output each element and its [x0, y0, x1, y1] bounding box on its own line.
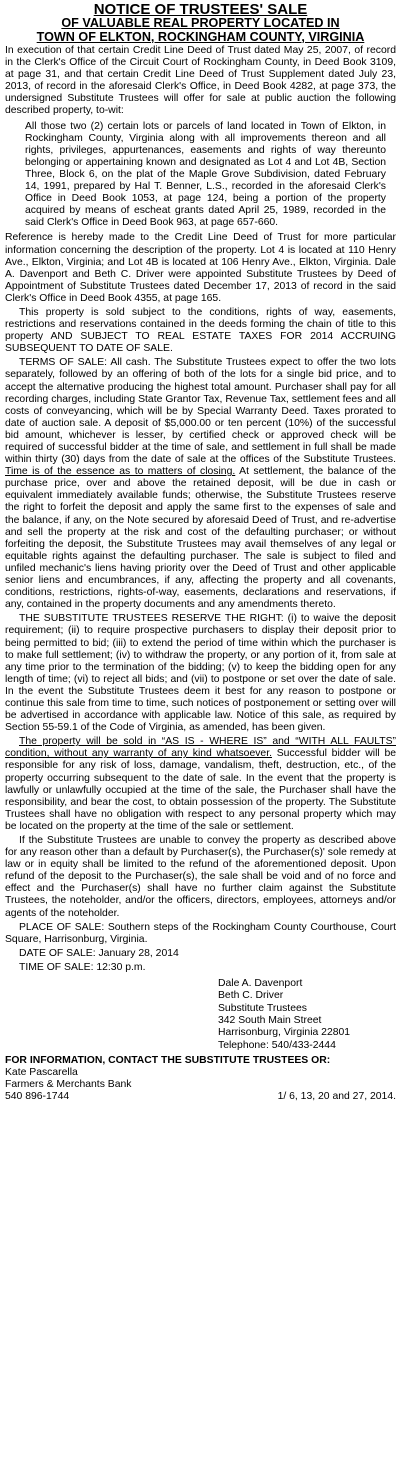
time-of-sale: TIME OF SALE: 12:30 p.m.: [19, 961, 146, 973]
trustee-signature-block: [218, 978, 396, 1052]
trustee-phone: Telephone: 540/433-2444: [218, 1039, 336, 1051]
contact-block: [5, 1067, 396, 1103]
publication-dates: 1/ 6, 13, 20 and 27, 2014.: [277, 1091, 396, 1103]
intro-paragraph: In execution of that certain Credit Line Deed of Trust dated May 25, 2007, of record in the Clerk's Office of the Circuit Court of Rockingham County, in Deed Book 3109, at page 31, and that certain Credit Line Deed of Trust Supplement dated July 23, 2013, of record in the aforesaid Clerk's Office, in Deed Book 4282, at page 373, the undersigned Substitute Trustees will offer for sale at public auction the following described property, to-wit:: [5, 45, 396, 117]
as-is-text: Successful bidder will be responsible for any risk of loss, damage, vandalism, theft, destruction, etc., of the property occurring subsequent to the date of sale. In the event that the property is lawfully or unlawfully occupied at the time of the sale, the Purchaser shall have the responsibility, and bear the cost, to obtain possession of the property. The Substitute Trustees shall have no obligation with respect to any personal property which may be located on the property at the time of the sale or settlement.: [5, 748, 396, 832]
date-of-sale: DATE OF SALE: January 28, 2014: [19, 947, 179, 959]
notice-subtitle-line-1: OF VALUABLE REAL PROPERTY LOCATED IN: [61, 16, 340, 30]
trustee-name-1: Dale A. Davenport: [218, 978, 303, 990]
terms-text-2: At settlement, the balance of the purchase price, over and above the retained deposit, will be due in cash or equivalent immediately available funds; otherwise, the Substitute Trustees reserve the right to forfeit the deposit and apply the same first to the expenses of sale and the balance, if any, on the Note secured by aforesaid Deed of Trust, and re-advertise and sell the property at the risk and cost of the defaulting purchaser; or without forfeiting the deposit, the Substitute Trustees may avail themselves of any legal or equitable rights against the defaulting purchaser. The sale is subject to filed and unfiled mechanic's liens having priority over the Deed of Trust and other applicable senior liens and encumbrances, if any, affecting the property and all covenants, conditions, restrictions, rights-of-way, easements, declarations and reservations, if any, contained in the property documents and any amendments thereto.: [5, 466, 396, 611]
trustee-name-2: Beth C. Driver: [218, 990, 284, 1002]
legal-description: All those two (2) certain lots or parcels of land located in Town of Elkton, in Rockingham County, Virginia along with all improvements thereon and all rights, privileges, appurtenances, easements and rights of way thereunto belonging or appertaining known and designated as Lot 4 and Lot 4B, Section Three, Block 6, on the plat of the Maple Grove Subdivision, dated February 14, 1991, prepared by Hal T. Benner, L.S., recorded in the aforesaid Clerk's Office in Deed Book 1053, at page 124, being a portion of the property acquired by means of escheat grants dated April 25, 1989, recorded in the said Clerk's Office in Deed Book 963, at page 657-660.: [25, 120, 386, 229]
trustee-role: Substitute Trustees: [218, 1002, 307, 1014]
contact-phone: 540 896-1744: [5, 1091, 70, 1103]
as-is-underlined-text: The property will be sold in “AS IS - WHERE IS” and “WITH ALL FAULTS” condition, without any warranty of any kind whatsoever.: [5, 736, 396, 760]
as-is-paragraph: [5, 736, 396, 833]
notice-subtitle-line-2: TOWN OF ELKTON, ROCKINGHAM COUNTY, VIRGINIA: [36, 29, 365, 44]
contact-heading: FOR INFORMATION, CONTACT THE SUBSTITUTE TRUSTEES OR:: [5, 1054, 331, 1066]
time-essence-text: Time is of the essence as to matters of closing.: [5, 466, 236, 478]
reserve-right-paragraph: THE SUBSTITUTE TRUSTEES RESERVE THE RIGHT: (i) to waive the deposit requirement; (ii) to require prospective purchasers to display their deposit prior to being permitted to bid; (iii) to extend the period of time within which the purchaser is to make full settlement; (iv) to withdraw the property, or any portion of it, from sale at any time prior to the termination of the bidding; (v) to keep the bidding open for any length of time; (vi) to reject all bids; and (vii) to postpone or set over the date of sale. In the event the Substitute Trustees deem it best for any reason to postpone or continue this sale from time to time, such notices of postponement or setting over will be advertised in accordance with applicable law. Notice of this sale, as required by Section 55-59.1 of the Code of Virginia, as amended, has been given.: [5, 613, 396, 734]
trustee-city: Harrisonburg, Virginia 22801: [218, 1027, 351, 1039]
contact-name: Kate Pascarella: [5, 1066, 78, 1078]
reference-paragraph: Reference is hereby made to the Credit Line Deed of Trust for more particular information concerning the description of the property. Lot 4 is located at 110 Henry Ave., Elkton, Virginia; and Lot 4B is located at 106 Henry Ave., Elkton, Virginia. Dale A. Davenport and Beth C. Driver were appointed Substitute Trustees by Deed of Appointment of Substitute Trustees dated December 17, 2013 of record in the said Clerk's Office in Deed Book 4355, at page 165.: [5, 232, 396, 304]
subject-to-paragraph: This property is sold subject to the conditions, rights of way, easements, restrictions and reservations contained in the deeds forming the chain of title to this property AND SUBJECT TO REAL ESTATE TAXES FOR 2014 ACCRUING SUBSEQUENT TO DATE OF SALE.: [5, 306, 396, 355]
terms-text-1: TERMS OF SALE: All cash. The Substitute Trustees expect to offer the two lots separately, followed by an offering of both of the lots for a single bid price, and to accept the alternative producing the highest total amount. Purchaser shall pay for all recording charges, including State Grantor Tax, Revenue Tax, settlement fees and all costs of conveyancing, which will be by Special Warranty Deed. Taxes prorated to date of auction sale. A deposit of $5,000.00 or ten percent (10%) of the successful bid amount, whichever is lesser, by certified check or approved check will be required of successful bidder at the time of sale, and settlement in full shall be made within thirty (30) days from the date of sale at the offices of the Substitute Trustees.: [5, 357, 396, 466]
contact-company: Farmers & Merchants Bank: [5, 1079, 132, 1090]
trustee-street: 342 South Main Street: [218, 1014, 322, 1026]
terms-of-sale-paragraph: [5, 357, 396, 611]
unable-to-convey-paragraph: If the Substitute Trustees are unable to convey the property as described above for any reason other than a default by Purchaser(s), the Purchaser(s)' sole remedy at law or in equity shall be limited to the refund of the aforementioned deposit. Upon refund of the deposit to the Purchaser(s), the sale shall be void and of no force and effect and the Purchaser(s) shall have no further claim against the Substitute Trustees, the noteholder, and/or the officers, directors, employees, attorneys and/or agents of the noteholder.: [5, 835, 396, 919]
place-of-sale: PLACE OF SALE: Southern steps of the Rockingham County Courthouse, Court Square, Harrisonburg, Virginia.: [5, 921, 396, 945]
notice-title: NOTICE OF TRUSTEES' SALE: [93, 1, 308, 18]
